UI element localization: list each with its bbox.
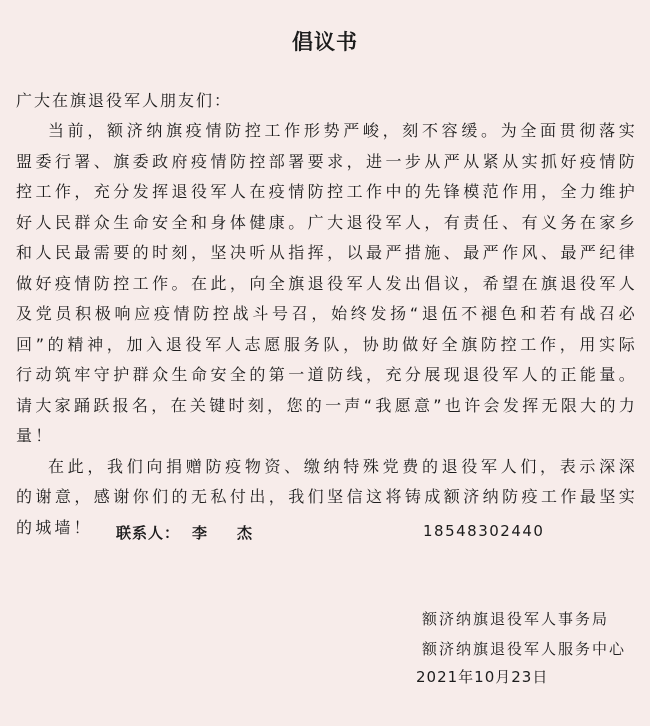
paragraph-1: 当前，额济纳旗疫情防控工作形势严峻，刻不容缓。为全面贯彻落实盟委行署、旗委政府疫情防控部署要求，进一步从严从紧从实抓好疫情防控工作，充分发挥退役军人在疫情防控工作中的先锋模范作用，全力维护好人民群众生命安全和身体健康。广大退役军人，有责任、有义务在家乡和人民最需要的时刻，坚决听从指挥，以最严措施、最严作风、最严纪律做好疫情防控工作。在此，向全旗退役军人发出倡议，希望在旗退役军人及党员积极响应疫情防控战斗号召，始终发扬“退伍不褪色和若有战召必回”的精神，加入退役军人志愿服务队，协助做好全旗防控工作，用实际行动筑牢守护群众生命安全的第一道防线，充分展现退役军人的正能量。请大家踊跃报名，在关键时刻，您的一声“我愿意”也许会发挥无限大的力量！	[16, 121, 638, 445]
signature-org-1: 额济纳旗退役军人事务局	[422, 610, 610, 628]
document-body	[16, 116, 638, 543]
signature-date: 2021年10月23日	[416, 668, 549, 686]
contact-phone: 18548302440	[423, 522, 545, 540]
greeting: 广大在旗退役军人朋友们：	[16, 91, 233, 110]
signature-org-2: 额济纳旗退役军人服务中心	[422, 640, 627, 658]
contact-label: 联系人：	[116, 524, 181, 542]
paragraph-2: 在此，我们向捐赠防疫物资、缴纳特殊党费的退役军人们，表示深深的谢意，感谢你们的无私付出，我们坚信这将铸成额济纳防疫工作最坚实的城墙！	[16, 456, 638, 537]
document-title: 倡议书	[292, 30, 358, 54]
contact-name: 李杰	[192, 524, 283, 542]
